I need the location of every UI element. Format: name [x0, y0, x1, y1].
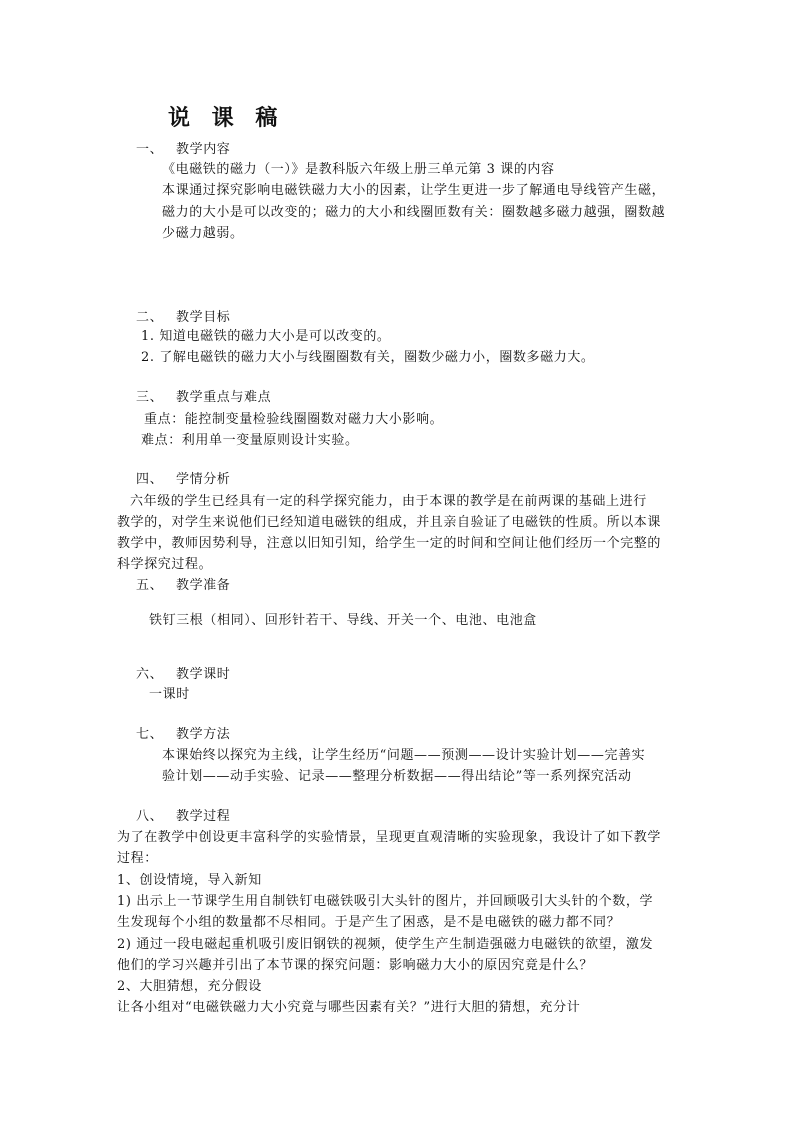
section-4-line-1: 六年级的学生已经具有一定的科学探究能力，由于本课的教学是在前两课的基础上进行 [130, 494, 647, 509]
section-3-title: 教学重点与难点 [176, 390, 272, 405]
section-1-line-3: 磁力的大小是可以改变的；磁力的大小和线圈匝数有关：圈数越多磁力越强，圈数越 [162, 205, 666, 220]
objective-item-1: 1. 知道电磁铁的磁力大小是可以改变的。 [141, 329, 391, 344]
section-8-title: 教学过程 [176, 809, 231, 824]
step-2-heading: 2、大胆猜想，充分假设 [117, 979, 262, 994]
section-3-heading [136, 389, 271, 407]
objective-item-2: 2. 了解电磁铁的磁力大小与线圈圈数有关，圈数少磁力小，圈数多磁力大。 [141, 350, 595, 365]
section-2-number: 二、 [136, 310, 164, 325]
step-1-heading: 1、创设情境，导入新知 [117, 873, 262, 888]
section-4-line-4: 科学探究过程。 [117, 557, 213, 572]
section-1-line-1: 《电磁铁的磁力（一）》是教科版六年级上册三单元第 3 课的内容 [162, 162, 555, 177]
key-point: 重点：能控制变量检验线圈圈数对磁力大小影响。 [144, 412, 444, 427]
step-1-point-2-line-1: 2) 通过一段电磁起重机吸引废旧钢铁的视频，使学生产生制造强磁力电磁铁的欲望，激发 [117, 937, 654, 952]
step-1-point-1-line-2: 生发现每个小组的数量都不尽相同。于是产生了困惑，是不是电磁铁的磁力都不同？ [117, 915, 621, 930]
section-7-heading [136, 726, 230, 744]
section-5-heading [136, 577, 230, 595]
section-5-title: 教学准备 [176, 578, 231, 593]
lesson-count: 一课时 [149, 687, 190, 702]
section-7-line-2: 验计划——动手实验、记录——整理分析数据——得出结论”等一系列探究活动 [162, 769, 632, 784]
section-4-line-2: 教学的，对学生来说他们已经知道电磁铁的组成，并且亲自验证了电磁铁的性质。所以本课 [117, 515, 662, 530]
section-4-line-3: 教学中，教师因势利导，注意以旧知引知，给学生一定的时间和空间让他们经历一个完整的 [117, 536, 662, 551]
section-1-number: 一、 [136, 142, 164, 157]
section-8-number: 八、 [136, 809, 164, 824]
section-1-line-2: 本课通过探究影响电磁铁磁力大小的因素，让学生更进一步了解通电导线管产生磁， [162, 183, 666, 198]
step-1-point-1-line-1: 1) 出示上一节课学生用自制铁钉电磁铁吸引大头针的图片，并回顾吸引大头针的个数，学 [117, 894, 654, 909]
section-4-heading [136, 471, 230, 489]
section-5-number: 五、 [136, 578, 164, 593]
section-6-number: 六、 [136, 667, 164, 682]
section-1-title: 教学内容 [176, 142, 231, 157]
section-8-intro-line-2: 过程： [117, 851, 158, 866]
section-3-number: 三、 [136, 390, 164, 405]
step-1-point-2-line-2: 他们的学习兴趣并引出了本节课的探究问题：影响磁力大小的原因究竟是什么？ [117, 958, 594, 973]
section-7-line-1: 本课始终以探究为主线，让学生经历“问题——预测——设计实验计划——完善实 [162, 748, 646, 763]
section-2-title: 教学目标 [176, 310, 231, 325]
section-1-line-4: 少磁力越弱。 [162, 226, 244, 241]
difficult-point: 难点：利用单一变量原则设计实验。 [141, 433, 359, 448]
materials-list: 铁钉三根（相同）、回形针若干、导线、开关一个、电池、电池盒 [149, 613, 537, 628]
section-4-number: 四、 [136, 472, 164, 487]
step-2-line-1: 让各小组对“电磁铁磁力大小究竟与哪些因素有关？”进行大胆的猜想，充分计 [117, 1000, 581, 1015]
section-2-heading [136, 309, 230, 327]
section-7-title: 教学方法 [176, 727, 231, 742]
section-7-number: 七、 [136, 727, 164, 742]
section-6-title: 教学课时 [176, 667, 231, 682]
page-title: 说 课 稿 [168, 105, 285, 131]
section-6-heading [136, 666, 230, 684]
section-1-heading [136, 141, 230, 159]
section-4-title: 学情分析 [176, 472, 231, 487]
section-8-heading [136, 808, 230, 826]
section-8-intro-line-1: 为了在教学中创设更丰富科学的实验情景，呈现更直观清晰的实验现象，我设计了如下教学 [117, 830, 662, 845]
